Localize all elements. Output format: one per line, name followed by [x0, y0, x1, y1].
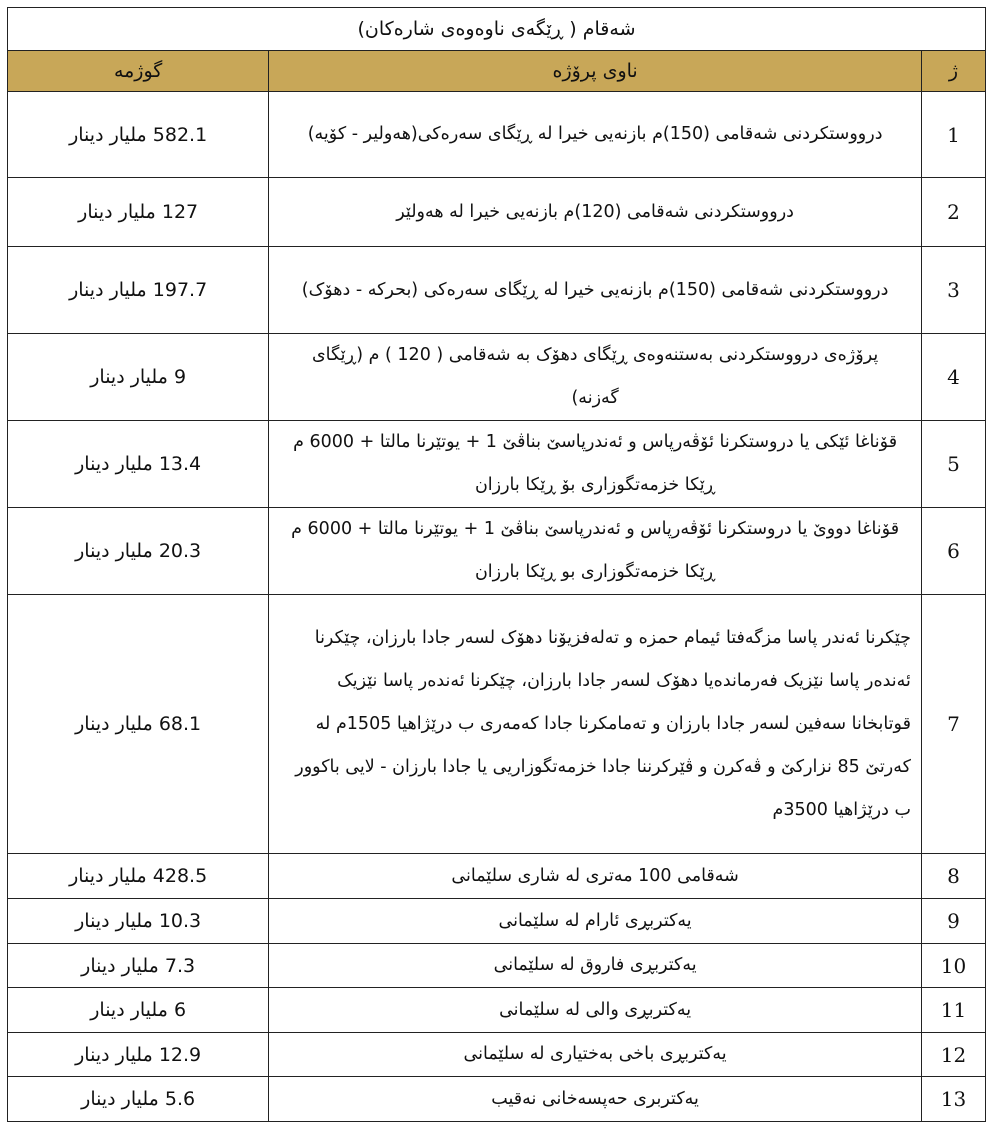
projects-table [7, 7, 986, 1122]
row-cost-cell [8, 899, 269, 944]
row-name: یەکتربڕی والی لە سلێمانی [499, 999, 692, 1020]
row-number: 6 [921, 508, 985, 595]
row-cost: 10.3 مليار دينار [75, 910, 202, 932]
row-number: 13 [921, 1077, 985, 1122]
row-name-cell [269, 508, 922, 595]
row-name-cell [269, 334, 922, 421]
row-cost: 127 مليار دينار [78, 201, 199, 223]
row-name-cell [269, 988, 922, 1033]
row-number: 11 [921, 988, 985, 1033]
row-name-cell [269, 92, 922, 178]
row-cost-cell [8, 595, 269, 854]
row-cost-cell [8, 1077, 269, 1122]
header-row [8, 51, 986, 92]
row-name: چێکرنا ئەندر پاسا مزگەفتا ئیمام حمزە و تەلەفزیۆنا دهۆک لسەر جادا بارزان، چێکرنا ئەندەر پاسا نێزیک فەرماندەیا دهۆک لسەر جادا بارزان، چێکرنا ئەندەر پاسا نێزیک قوتابخانا سەفین لسەر جادا بارزان و تەمامکرنا جادا کەمەری ب درێژاهیا 1505م لە کەرتێ 85 نزارکێ و ڤەکرن و ڤێرکرننا جادا خزمەتگوزاریی یا جادا بارزان - لایی باکوور ب درێژاهیا 3500م [295, 627, 911, 820]
table-row [8, 854, 986, 899]
row-name: درووستکردنی شەقامی (150)م بازنەیی خیرا لە ڕێگای سەرەکی (بحرکە - دهۆک) [301, 279, 889, 300]
table-row [8, 1033, 986, 1077]
header-number: ژ [921, 51, 985, 92]
title-row [8, 8, 986, 51]
table-row [8, 508, 986, 595]
table-row [8, 899, 986, 944]
row-cost-cell [8, 92, 269, 178]
row-cost-cell [8, 988, 269, 1033]
row-name-cell [269, 1077, 922, 1122]
row-name: درووستکردنی شەقامی (150)م بازنەیی خیرا لە ڕێگای سەرەکی(هەولیر - کۆیە) [307, 124, 883, 144]
row-cost: 12.9 مليار دينار [75, 1043, 202, 1066]
row-number: 7 [921, 595, 985, 854]
row-name-cell [269, 421, 922, 508]
row-cost: 428.5 مليار دينار [69, 865, 208, 887]
row-name: یەکتربری حەپسەخانی نەقیب [491, 1088, 699, 1109]
row-name-cell [269, 1033, 922, 1077]
row-number: 5 [921, 421, 985, 508]
row-number: 4 [921, 334, 985, 421]
row-cost-cell [8, 508, 269, 595]
row-number: 1 [921, 92, 985, 178]
table-row [8, 595, 986, 854]
row-cost: 5.6 مليار دينار [81, 1088, 196, 1110]
row-cost: 582.1 مليار دينار [69, 123, 208, 146]
row-name: پرۆژەی درووستکردنی بەستنەوەی ڕێگای دهۆک بە شەقامی ( 120 ) م (ڕێگای گەزنە) [311, 345, 879, 408]
row-cost: 6 مليار دينار [90, 999, 187, 1021]
row-name: یەکتربڕی ئارام لە سلێمانی [498, 910, 692, 931]
row-name: شەقامی 100 مەتری لە شاری سلێمانی [451, 865, 739, 886]
projects-table-container [7, 7, 986, 1122]
row-name: قۆناغا ئێکی یا دروستکرنا ئۆڤەرپاس و ئەندرپاسێ بناڤێ 1 + یوتێرنا مالتا + 6000 م ڕێکا خزمەتگوزاری بۆ ڕێکا بارزان [293, 432, 898, 495]
row-cost: 68.1 مليار دينار [75, 713, 202, 735]
row-cost: 9 مليار دينار [90, 366, 187, 388]
row-cost-cell [8, 1033, 269, 1077]
row-cost-cell [8, 334, 269, 421]
table-row [8, 988, 986, 1033]
row-name: یەکتربڕی باخی بەختیاری لە سلێمانی [463, 1044, 727, 1064]
table-row [8, 1077, 986, 1122]
row-number: 8 [921, 854, 985, 899]
table-row [8, 421, 986, 508]
row-number: 2 [921, 178, 985, 247]
row-name-cell [269, 854, 922, 899]
row-number: 3 [921, 247, 985, 334]
row-cost-cell [8, 421, 269, 508]
table-title: شەقام ( ڕێگەی ناوەوەی شارەکان) [8, 8, 986, 51]
table-row [8, 944, 986, 988]
row-cost: 13.4 مليار دينار [75, 453, 202, 475]
row-cost-cell [8, 854, 269, 899]
header-name: ناوی پرۆژە [269, 51, 922, 92]
row-name-cell [269, 178, 922, 247]
row-name: قۆناغا دووێ یا دروستکرنا ئۆڤەرپاس و ئەندرپاسێ بناڤێ 1 + یوتێرنا مالتا + 6000 م ڕێکا خزمەتگوزاری بو ڕێکا بارزان [291, 519, 900, 582]
header-cost: گوژمە [8, 51, 269, 92]
table-row [8, 92, 986, 178]
row-name: یەکتربڕی فاروق لە سلێمانی [493, 955, 697, 975]
row-cost-cell [8, 944, 269, 988]
row-name-cell [269, 944, 922, 988]
row-name-cell [269, 899, 922, 944]
row-cost-cell [8, 178, 269, 247]
row-name-cell [269, 247, 922, 334]
table-row [8, 178, 986, 247]
row-number: 12 [921, 1033, 985, 1077]
row-name-cell [269, 595, 922, 854]
row-cost: 20.3 مليار دينار [75, 540, 202, 562]
row-cost: 197.7 مليار دينار [69, 279, 208, 301]
table-row [8, 334, 986, 421]
row-number: 9 [921, 899, 985, 944]
table-row [8, 247, 986, 334]
row-cost: 7.3 مليار دينار [81, 954, 196, 977]
row-number: 10 [921, 944, 985, 988]
row-name: درووستکردنی شەقامی (120)م بازنەیی خیرا لە هەولێر [396, 201, 794, 222]
row-cost-cell [8, 247, 269, 334]
